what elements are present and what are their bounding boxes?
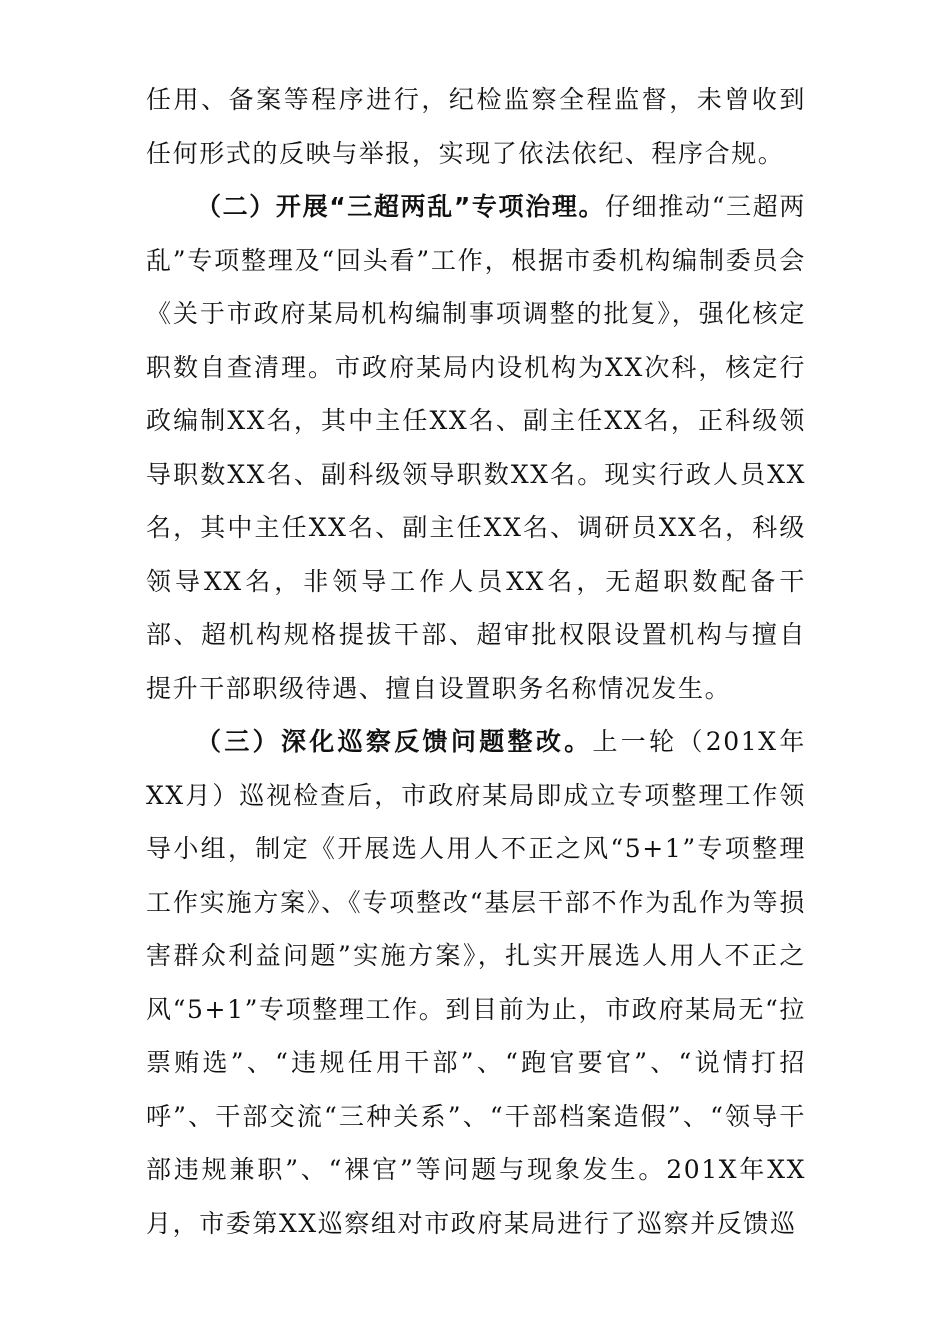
section-heading: （三）深化巡察反馈问题整改。	[196, 727, 593, 756]
section-heading: （二）开展“三超两乱”专项治理。	[196, 192, 606, 221]
paragraph-text: 仔细推动“三超两乱”专项整理及“回头看”工作，根据市委机构编制委员会《关于市政府某局机构编制事项调整的批复》，强化核定职数自查清理。市政府某局内设机构为XX次科，核定行政编制XX名，其中主任XX名、副主任XX名，正科级领导职数XX名、副科级领导职数XX名。现实行政人员XX名，其中主任XX名、副主任XX名、调研员XX名，科级领导XX名，非领导工作人员XX名，无超职数配备干部、超机构规格提拔干部、超审批权限设置机构与擅自提升干部职级待遇、擅自设置职务名称情况发生。	[146, 192, 806, 703]
document-body	[146, 73, 806, 1250]
paragraph-section-2	[146, 180, 806, 715]
paragraph-section-3	[146, 715, 806, 1250]
paragraph-continuation	[146, 73, 806, 180]
paragraph-text: 任用、备案等程序进行，纪检监察全程监督，未曾收到任何形式的反映与举报，实现了依法依纪、程序合规。	[146, 85, 806, 168]
paragraph-text: 上一轮（201X年XX月）巡视检查后，市政府某局即成立专项整理工作领导小组，制定《开展选人用人不正之风“5+1”专项整理工作实施方案》、《专项整改“基层干部不作为乱作为等损害群众利益问题”实施方案》，扎实开展选人用人不正之风“5+1”专项整理工作。到目前为止，市政府某局无“拉票贿选”、“违规任用干部”、“跑官要官”、“说情打招呼”、干部交流“三种关系”、“干部档案造假”、“领导干部违规兼职”、“裸官”等问题与现象发生。201X年XX月，市委第XX巡察组对市政府某局进行了巡察并反馈巡	[146, 727, 806, 1238]
